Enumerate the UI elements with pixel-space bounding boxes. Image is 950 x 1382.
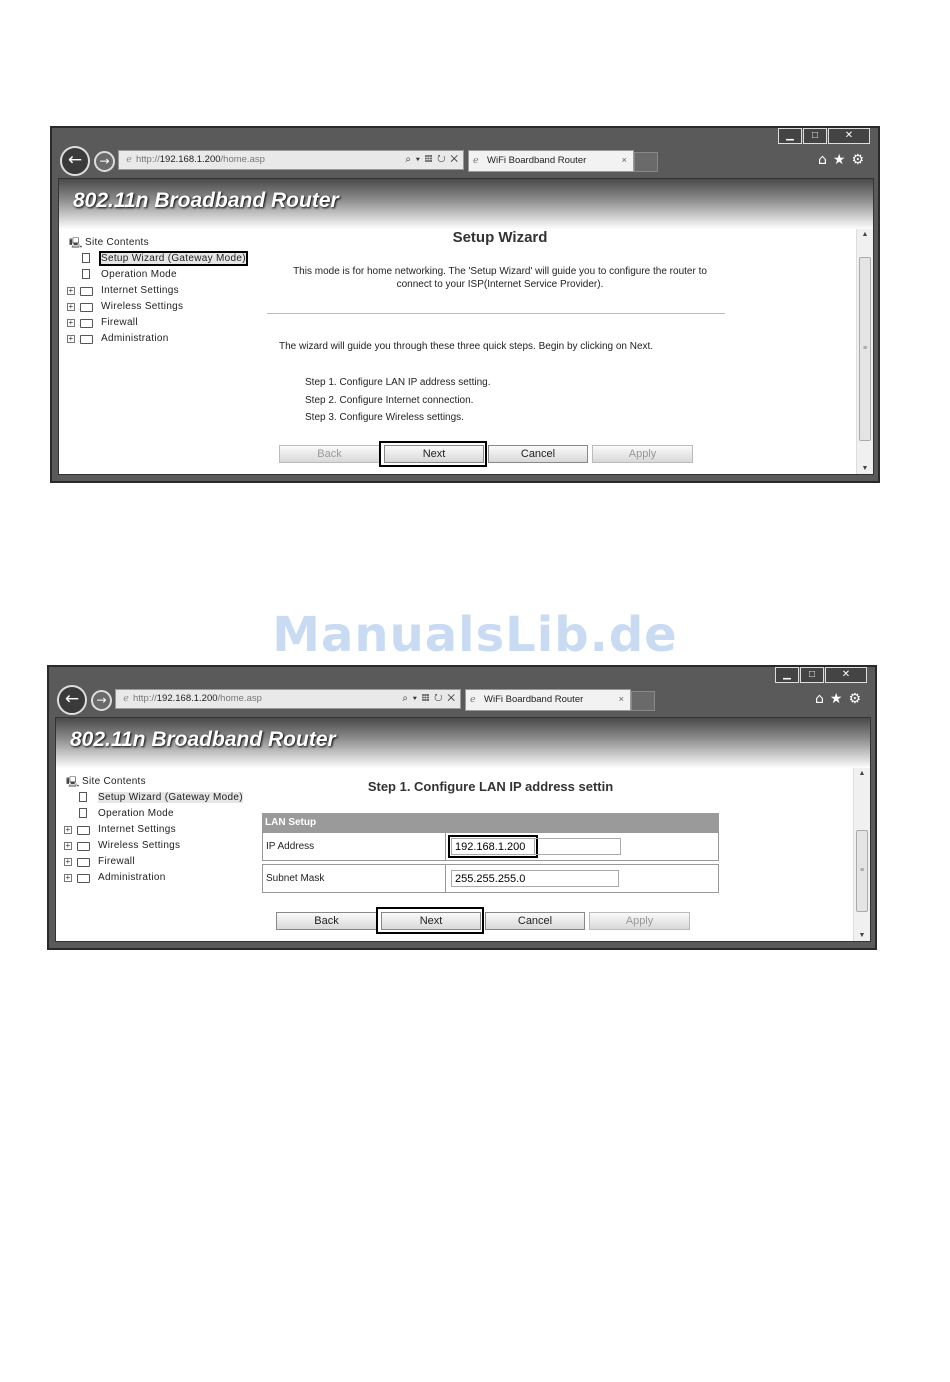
maximize-icon[interactable]: □	[800, 667, 824, 683]
page-content	[58, 178, 874, 475]
scroll-down-icon[interactable]: ▼	[861, 465, 869, 472]
expand-icon[interactable]: +	[68, 302, 74, 311]
ie-logo-icon: ℯ	[123, 693, 129, 704]
expand-icon[interactable]: +	[68, 334, 74, 343]
browser-toolbar	[49, 681, 875, 717]
cancel-button[interactable]: Cancel	[488, 445, 588, 463]
back-arrow-icon[interactable]: ←	[57, 685, 87, 715]
scroll-down-icon[interactable]: ▼	[858, 932, 866, 939]
tree-item-firewall[interactable]: + Firewall	[65, 856, 135, 867]
watermark: ManualsLib.de	[272, 607, 678, 663]
tab-close-icon[interactable]: ×	[621, 155, 627, 166]
browser-window-setup-wizard	[50, 126, 880, 483]
address-bar[interactable]	[115, 689, 461, 709]
url-path: /home.asp	[220, 154, 265, 165]
tree-item-setup-wizard[interactable]: Setup Wizard (Gateway Mode)	[67, 251, 267, 267]
folder-icon	[77, 874, 90, 883]
tree-root: 🖳 Site Contents	[67, 235, 267, 251]
address-bar[interactable]	[118, 150, 464, 170]
expand-icon[interactable]: +	[68, 286, 74, 295]
address-tools-icons[interactable]: ⌕ ▾ ▦ ↻ ✕	[402, 693, 456, 704]
scroll-thumb[interactable]: ≡	[859, 257, 871, 441]
expand-icon[interactable]: +	[65, 857, 71, 866]
step-2-text: Step 2. Configure Internet connection.	[305, 395, 474, 406]
forward-arrow-icon[interactable]: →	[91, 690, 112, 711]
vertical-scrollbar[interactable]	[856, 229, 873, 474]
subnet-mask-row	[262, 864, 719, 893]
apply-button[interactable]: Apply	[589, 912, 690, 930]
computer-icon: 🖳	[69, 238, 83, 249]
maximize-icon[interactable]: □	[803, 128, 827, 144]
url-host: 192.168.1.200	[156, 693, 218, 704]
divider	[267, 313, 725, 314]
tab-favicon-icon: ℯ	[473, 155, 479, 166]
url-prefix: http://	[133, 693, 157, 704]
page-content	[55, 717, 871, 942]
tree-item-operation-mode[interactable]: Operation Mode	[67, 267, 267, 283]
next-button[interactable]: Next	[384, 445, 484, 463]
router-banner	[56, 718, 870, 768]
tree-item-operation-mode[interactable]: Operation Mode	[64, 806, 264, 822]
next-button[interactable]: Next	[381, 912, 481, 930]
url-host: 192.168.1.200	[159, 154, 221, 165]
ip-address-row	[262, 832, 719, 861]
tree-item-internet-settings[interactable]: + Internet Settings	[68, 285, 179, 296]
site-tree	[67, 235, 267, 347]
tree-item-administration[interactable]: + Administration	[65, 872, 166, 883]
tab-close-icon[interactable]: ×	[618, 694, 624, 705]
ip-address-label: IP Address	[266, 841, 315, 852]
ip-address-input[interactable]	[451, 838, 535, 855]
folder-icon	[77, 842, 90, 851]
banner-title: 802.11n Broadband Router	[70, 728, 336, 751]
minimize-icon[interactable]: ▁	[778, 128, 802, 144]
close-window-icon[interactable]: ✕	[825, 667, 867, 683]
home-favorites-tools-icons[interactable]: ⌂★⚙	[818, 152, 870, 168]
computer-icon: 🖳	[66, 777, 80, 788]
page-title: Step 1. Configure LAN IP address settin	[367, 779, 614, 794]
subnet-mask-input[interactable]	[451, 870, 619, 887]
scroll-up-icon[interactable]: ▲	[861, 231, 869, 238]
scroll-up-icon[interactable]: ▲	[858, 770, 866, 777]
folder-icon	[80, 319, 93, 328]
home-favorites-tools-icons[interactable]: ⌂★⚙	[815, 691, 867, 707]
intro-text: This mode is for home networking. The 'Setup Wizard' will guide you to configure the router to connect to your ISP(Internet Service Provider).	[293, 266, 707, 290]
url-prefix: http://	[136, 154, 160, 165]
tab-favicon-icon: ℯ	[470, 694, 476, 705]
step-3-text: Step 3. Configure Wireless settings.	[305, 412, 464, 423]
guide-text: The wizard will guide you through these three quick steps. Begin by clicking on Next.	[279, 341, 654, 352]
browser-tab[interactable]	[468, 150, 634, 172]
close-window-icon[interactable]: ✕	[828, 128, 870, 144]
tree-item-setup-wizard[interactable]: Setup Wizard (Gateway Mode)	[64, 790, 264, 806]
new-tab-button[interactable]	[631, 691, 655, 711]
cancel-button[interactable]: Cancel	[485, 912, 585, 930]
lan-setup-header: LAN Setup	[262, 813, 719, 832]
page-icon	[79, 792, 87, 802]
folder-icon	[77, 826, 90, 835]
folder-icon	[80, 287, 93, 296]
folder-icon	[80, 303, 93, 312]
subnet-mask-label: Subnet Mask	[266, 873, 325, 884]
folder-icon	[80, 335, 93, 344]
expand-icon[interactable]: +	[65, 873, 71, 882]
tab-title: WiFi Boardband Router	[487, 155, 587, 166]
tree-root: 🖳 Site Contents	[64, 774, 264, 790]
browser-tab[interactable]	[465, 689, 631, 711]
minimize-icon[interactable]: ▁	[775, 667, 799, 683]
apply-button[interactable]: Apply	[592, 445, 693, 463]
expand-icon[interactable]: +	[68, 318, 74, 327]
scroll-thumb[interactable]: ≡	[856, 830, 868, 912]
router-banner	[59, 179, 873, 229]
back-button[interactable]: Back	[276, 912, 377, 930]
site-tree	[64, 774, 264, 886]
page-title: Setup Wizard	[452, 229, 548, 246]
url-path: /home.asp	[217, 693, 262, 704]
tab-title: WiFi Boardband Router	[484, 694, 584, 705]
step-1-text: Step 1. Configure LAN IP address setting.	[305, 377, 491, 388]
browser-toolbar	[52, 142, 878, 178]
page-icon	[79, 808, 87, 818]
ie-logo-icon: ℯ	[126, 154, 132, 165]
tree-item-internet-settings[interactable]: + Internet Settings	[65, 824, 176, 835]
tree-item-wireless-settings[interactable]: + Wireless Settings	[65, 840, 181, 851]
page-icon	[82, 269, 90, 279]
tree-item-wireless-settings[interactable]: + Wireless Settings	[68, 301, 184, 312]
tree-item-firewall[interactable]: + Firewall	[68, 317, 138, 328]
page-icon	[82, 253, 90, 263]
browser-window-lan-setup	[47, 665, 877, 950]
back-arrow-icon[interactable]: ←	[60, 146, 90, 176]
folder-icon	[77, 858, 90, 867]
new-tab-button[interactable]	[634, 152, 658, 172]
tree-item-administration[interactable]: + Administration	[68, 333, 169, 344]
expand-icon[interactable]: +	[65, 825, 71, 834]
forward-arrow-icon[interactable]: →	[94, 151, 115, 172]
expand-icon[interactable]: +	[65, 841, 71, 850]
address-tools-icons[interactable]: ⌕ ▾ ▦ ↻ ✕	[405, 154, 459, 165]
banner-title: 802.11n Broadband Router	[73, 189, 339, 212]
vertical-scrollbar[interactable]	[853, 768, 870, 941]
lan-setup-table	[262, 813, 719, 893]
back-button[interactable]: Back	[279, 445, 380, 463]
